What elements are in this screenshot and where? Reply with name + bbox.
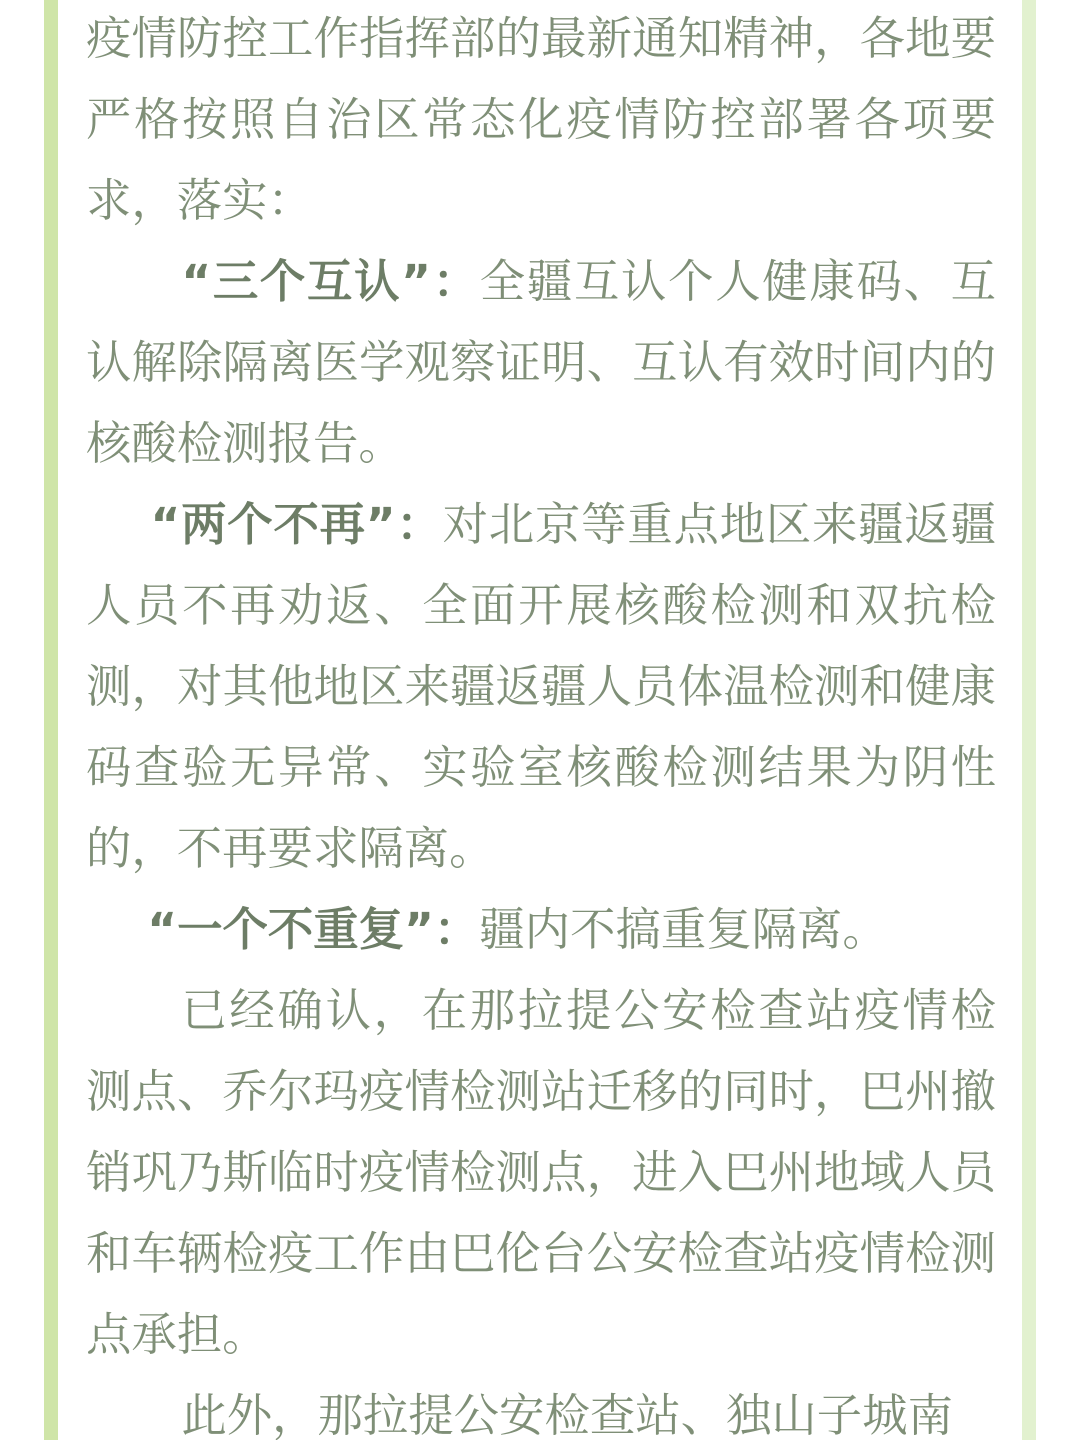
- paragraph-text: 疆内不搞重复隔离。: [479, 903, 888, 956]
- paragraph-intro: 疫情防控工作指挥部的最新通知精神，各地要严格按照自治区常态化疫情防控部署各项要求，落实：: [86, 12, 996, 227]
- paragraph-two-no-more: [86, 484, 996, 889]
- paragraph-three-mutual-recognition: [86, 241, 996, 484]
- left-green-border: [44, 0, 58, 1440]
- paragraph-text: 全疆互认个人健康码、互认解除隔离医学观察证明、互认有效时间内的核酸检测报告。: [86, 255, 997, 470]
- paragraph-additional: 此外，那拉提公安检查站、独山子城南: [181, 1389, 953, 1440]
- term-three-mutual-recognition: “三个互认”：: [181, 255, 480, 308]
- paragraph-no-repeat: [86, 889, 996, 970]
- right-green-border: [1022, 0, 1036, 1440]
- term-no-repeat: “一个不重复”：: [147, 903, 480, 956]
- paragraph-text: 对北京等重点地区来疆返疆人员不再劝返、全面开展核酸检测和双抗检测，对其他地区来疆返疆人员体温检测和健康码查验无异常、实验室核酸检测结果为阴性的，不再要求隔离。: [86, 498, 996, 875]
- term-two-no-more: “两个不再”：: [150, 498, 443, 551]
- paragraph-checkpoint: 已经确认，在那拉提公安检查站疫情检测点、乔尔玛疫情检测站迁移的同时，巴州撤销巩乃斯临时疫情检测点，进入巴州地域人员和车辆检疫工作由巴伦台公安检查站疫情检测点承担。: [86, 984, 996, 1361]
- article-body: [86, 0, 996, 1440]
